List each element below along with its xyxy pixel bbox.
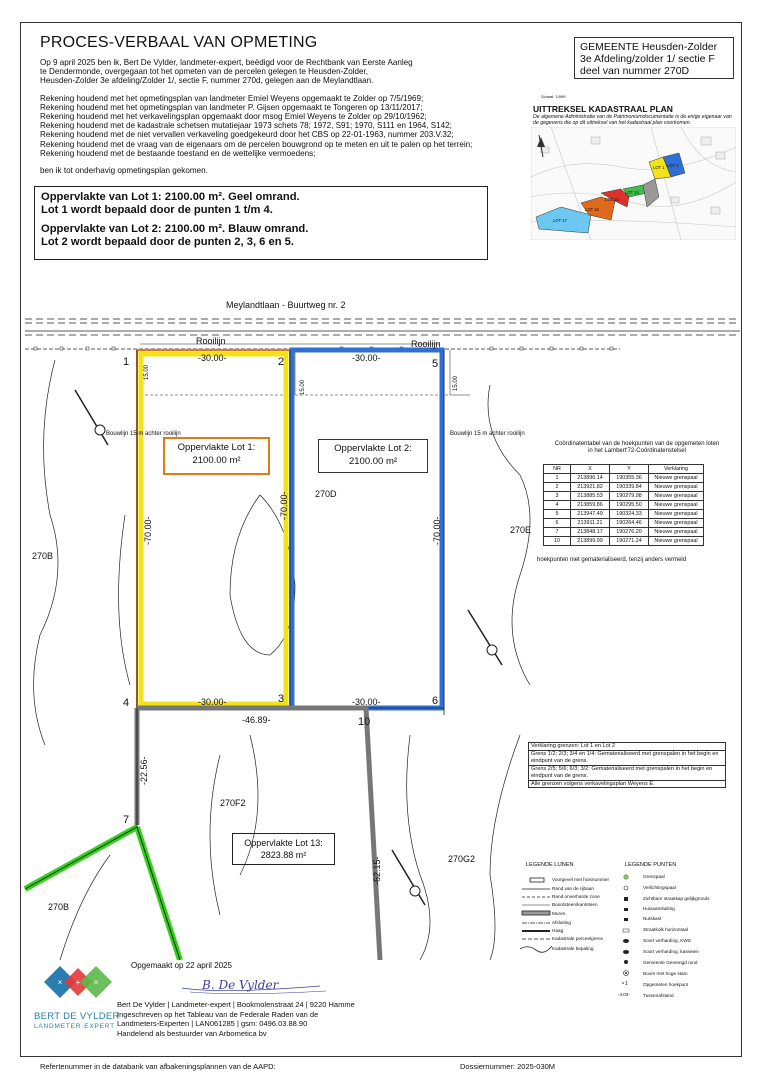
kadaster-lot-label: LOT 16	[585, 207, 599, 212]
kadaster-lot-label: LOT 1	[653, 165, 665, 170]
legende-punten-item: Boom met hoge stam	[643, 971, 688, 976]
coord-cell: 190324.33	[610, 510, 649, 519]
lot2-area-title: Oppervlakte Lot 2:	[334, 443, 412, 454]
surveyor-info-line: Ingeschreven op het Tableau van de Federale Raden van de	[117, 1009, 319, 1019]
svg-text:+: +	[75, 978, 81, 987]
point-label-7: 7	[123, 814, 130, 826]
kadaster-title: UITTREKSEL KADASTRAAL PLAN	[533, 104, 673, 114]
legende-lijnen-item: Muren	[552, 911, 566, 916]
gemeente-line: 3e Afdeling/zolder 1/ sectie F	[580, 53, 715, 65]
table-row	[544, 510, 704, 519]
coord-cell: Nieuwe grenspaal	[649, 492, 704, 501]
verklaring-box	[528, 742, 726, 788]
dim-label: -30.00-	[352, 353, 381, 363]
coord-cell: 213911.21	[571, 519, 610, 528]
parcel-label: 270D	[315, 489, 337, 499]
intro-line: te Dendermonde, overgegaan tot het opmeten van de percelen gelegen te Heusden-Zolder,	[40, 67, 369, 77]
legende-lijnen-item: Rand onverharde zone	[552, 894, 600, 899]
coord-cell: 213921.82	[571, 483, 610, 492]
dim-label: -70.00-	[279, 491, 289, 520]
legende-lijnen-item: Haag	[552, 928, 564, 933]
kadaster-lot-label: LOT 17	[553, 218, 567, 223]
kadaster-map	[531, 127, 736, 240]
lot1-points-line: Lot 1 wordt bepaald door de punten 1 t/m 4.	[41, 203, 273, 216]
coord-cell: 3	[544, 492, 571, 501]
point-label-3: 3	[278, 693, 285, 705]
dim-label: -70.00-	[432, 516, 442, 545]
point-label-6: 6	[432, 695, 439, 707]
lot2-area-line: Oppervlakte van Lot 2: 2100.00 m². Blauw omrand.	[41, 223, 309, 235]
legende-punten-symbols	[618, 872, 640, 1012]
dim-label: -30.00-	[198, 353, 227, 363]
coord-cell: 190276.20	[610, 528, 649, 537]
reference-number-label: Refertenummer in de databank van afbakeningsplannen van de AAPD:	[40, 1062, 276, 1071]
svg-text:×: ×	[93, 978, 99, 987]
coord-cell: 190264.46	[610, 519, 649, 528]
lot13-area-value: 2823.88 m²	[260, 850, 307, 860]
legende-lijnen-item: Kadastrale perceelgrens	[552, 936, 603, 941]
coord-cell: 4	[544, 501, 571, 510]
legende-punten-item: Grenspaal	[643, 874, 665, 879]
legende-lijnen-item: Boordsteen/kantsteen	[552, 902, 598, 907]
dim-label: 15.00	[453, 375, 459, 391]
coord-cell: 213899.99	[571, 537, 610, 546]
parcel-label: 270F2	[220, 798, 246, 808]
kadaster-schaal: Schaal: 1/999	[541, 94, 566, 99]
coord-cell: 1	[544, 474, 571, 483]
verklaring-line: Verklaring grenzen: Lot 1 en Lot 2	[529, 743, 725, 751]
coord-cell: 213896.14	[571, 474, 610, 483]
bouwlijn-label: Bouwlijn 15 m achter rooilijn	[106, 431, 181, 437]
rekening-line: Rekening houdend met het verkavelingsplan opgemaakt door msog Emiel Weyens te Zolder op 29/10/1962;	[40, 112, 427, 122]
coord-cell: 213848.17	[571, 528, 610, 537]
coord-cell: 10	[544, 537, 571, 546]
legende-punten-item: Nutskast	[643, 916, 662, 921]
rekening-line: Rekening houdend met de niet vervallen verkaveling goedgekeurd door het CBS op 22-01-1963, nummer 203.V.32;	[40, 130, 454, 140]
kadaster-lot-label: LOT 2	[667, 163, 679, 168]
bouwlijn-label: Bouwlijn 15 m achter rooilijn	[450, 431, 525, 437]
verklaring-line: Alle grenzen volgens verkavelingsplan Weyens E.	[531, 780, 655, 787]
legende-lijnen-item: Afsluiting	[552, 920, 572, 925]
dim-label: -30.00-	[198, 697, 227, 707]
table-row	[544, 501, 704, 510]
point-label-10: 10	[358, 716, 371, 728]
rekening-line: Rekening houdend met het opmetingsplan van landmeter Emiel Weyens opgemaakt te Zolder op 7/5/1969;	[40, 93, 424, 103]
kadaster-lot-label: LOT 15	[605, 197, 619, 202]
dim-label: -22.56-	[139, 756, 149, 785]
gemeente-box	[574, 37, 734, 79]
point-label-2: 2	[278, 356, 285, 368]
coord-cell: 213947.49	[571, 510, 610, 519]
legende-punten-item: Soort verharding, KWS	[643, 938, 691, 943]
svg-text:B. De Vylder: B. De Vylder	[202, 978, 279, 992]
surveyor-info-line: Handelend als bestuurder van Arbometica bv	[117, 1028, 267, 1038]
legende-lijnen-item: Voorgevel met huisnummer	[552, 877, 610, 882]
coord-cell: 6	[544, 519, 571, 528]
legende-punten-item: Verlichtingspaal	[643, 885, 676, 890]
coord-cell: 213885.53	[571, 492, 610, 501]
coord-cell: 190355.36	[610, 474, 649, 483]
coord-cell: 190271.24	[610, 537, 649, 546]
intro-line: Heusden-Zolder 3e afdeling/Zolder 1/, sectie F, nummer 270d, gelegen aan de Meylandtlaan.	[40, 76, 374, 86]
legende-punten-item: Soort verharding, kasseien	[643, 949, 699, 954]
coord-cell: 7	[544, 528, 571, 537]
parcel-label: 270G2	[448, 854, 476, 864]
coord-header: Verklaring	[649, 465, 704, 474]
dim-label: 15.00	[144, 364, 150, 380]
legende-punten-item: Zichtbare straatkap gelijkgronds	[643, 896, 710, 901]
rekening-line: Rekening houdend met het opmetingsplan van landmeter P. Gijsen opgemaakt te Tongeren op 13/11/2017;	[40, 102, 423, 112]
svg-text:×: ×	[57, 978, 63, 987]
table-row	[544, 492, 704, 501]
rekening-line: Rekening houdend met de kadastrale schetsen mutatiejaar 1973 schets 78; 1972, S91; 1970, S111 en 1964, S142;	[40, 121, 452, 131]
surveyor-info	[117, 1000, 427, 1038]
signature	[180, 974, 330, 996]
lot2-area-value: 2100.00 m²	[348, 456, 398, 467]
coord-header: NR	[544, 465, 571, 474]
coord-cell: Nieuwe grenspaal	[649, 483, 704, 492]
lot2-points-line: Lot 2 wordt bepaald door de punten 2, 3, 6 en 5.	[41, 235, 294, 248]
coord-header: X	[571, 465, 610, 474]
surveyor-info-line: Landmeters-Experten | LAN061285 | gsm: 0496.03.88.90	[117, 1019, 308, 1029]
table-row	[544, 519, 704, 528]
surveyor-info-line: Bert De Vylder | Landmeter-expert | Bookmolenstraat 24 | 9220 Hamme	[117, 1000, 355, 1009]
coord-cell: Nieuwe grenspaal	[649, 474, 704, 483]
gemeente-line: deel van nummer 270D	[580, 65, 690, 77]
legende-punten-item: Tussenafstand	[643, 993, 674, 998]
coord-cell: Nieuwe grenspaal	[649, 501, 704, 510]
legende-lijnen-title: LEGENDE LIJNEN	[526, 862, 574, 868]
legende-punten-item: Gemeente Gemengd rond	[643, 960, 698, 965]
table-row	[544, 483, 704, 492]
closing-line: ben ik tot onderhavig opmetingsplan gekomen.	[40, 166, 208, 176]
lot1-area-value: 2100.00 m²	[192, 455, 241, 466]
logo-name: BERT DE VYLDER	[34, 1011, 120, 1022]
parcel-label: 270B	[32, 551, 54, 561]
rekening-line: Rekening houdend met de vraag van de eigenaars om de percelen bouwgrond op te meten en uit te palen op het terrein;	[40, 139, 473, 149]
rekening-line: Rekening houdend met de bestaande toestand en de wettelijke vermoedens;	[40, 148, 316, 158]
coord-header: Y	[610, 465, 649, 474]
legende-symbol-1: 1	[625, 981, 628, 987]
lot13-area-label	[232, 833, 335, 865]
dim-label: -70.00-	[143, 516, 153, 545]
dim-label: -30.00-	[352, 697, 381, 707]
point-label-1: 1	[123, 356, 130, 368]
kadaster-subtitle: De algemene Administratie van de Patrimoniumdocumentatie is de enige eigenaar van de gegevens die op dit uittreksel van het kadastraal plan voorkomen.	[533, 114, 732, 126]
coord-cell: 190339.84	[610, 483, 649, 492]
coord-cell: 190279.98	[610, 492, 649, 501]
intro-text	[40, 58, 510, 175]
coord-table-note: hoekpunten niet gematerialiseerd, tenzij anders vermeld	[537, 557, 687, 563]
gemeente-line: GEMEENTE Heusden-Zolder	[580, 41, 718, 53]
coord-header-row	[544, 465, 704, 474]
rooilijn-label: Rooilijn	[411, 339, 441, 349]
coord-title-line: in het Lambert'72-Coördinatenstelsel	[588, 448, 686, 454]
lot2-area-label	[318, 439, 428, 473]
point-label-5: 5	[432, 358, 439, 370]
point-label-4: 4	[123, 697, 130, 709]
parcel-label: 270B	[48, 902, 70, 912]
coord-cell: Nieuwe grenspaal	[649, 537, 704, 546]
lot1-area-line: Oppervlakte van Lot 1: 2100.00 m². Geel omrand.	[41, 191, 300, 203]
coord-title-line: Coördinatentabel van de hoekpunten van de opgemeten loten	[554, 441, 720, 447]
coord-cell: Nieuwe grenspaal	[649, 519, 704, 528]
logo-subtitle: LANDMETER·EXPERT	[34, 1023, 115, 1030]
lot1-area-title: Oppervlakte Lot 1:	[177, 442, 256, 453]
coord-cell: 2	[544, 483, 571, 492]
coord-cell: Nieuwe grenspaal	[649, 528, 704, 537]
area-summary-box	[34, 186, 488, 260]
dossier-number: Dossiernummer: 2025-030M	[460, 1062, 556, 1071]
lot1-area-label	[163, 437, 270, 475]
legende-symbol-tussenafstand: -4.03-	[618, 992, 630, 997]
legende-punten-item: Huisaansluiting	[643, 906, 675, 911]
table-row	[544, 474, 704, 483]
legende-lijnen-item: Kadastrale bepaling	[552, 946, 594, 951]
legende-punten-item: Opgemeten hoekpunt	[643, 982, 689, 987]
lot13-area-title: Oppervlakte Lot 13:	[244, 838, 323, 848]
coord-table	[543, 464, 704, 546]
coord-cell: Nieuwe grenspaal	[649, 510, 704, 519]
dim-label: 15.00	[300, 379, 306, 395]
parcel-label: 270E	[510, 525, 532, 535]
verklaring-line: Grens 2/5; 5/6; 6/3; 3/2: Gematerialiseerd met grenspalen in het begin en eindpunt van de grens.	[529, 766, 725, 781]
legende-lijnen-item: Rand van de rijbaan	[552, 886, 594, 891]
table-row	[544, 528, 704, 537]
dim-label: -62.15-	[372, 856, 382, 885]
coord-cell: 5	[544, 510, 571, 519]
legende-punten-item: Straatkolk horizontaal	[643, 927, 689, 932]
dim-label: -46.89-	[242, 715, 271, 725]
opgemaakt-date: Opgemaakt op 22 april 2025	[131, 961, 232, 970]
company-logo	[40, 962, 116, 1010]
kadaster-lot-label: LOT 14	[625, 190, 639, 195]
coord-cell: 190295.50	[610, 501, 649, 510]
intro-line: Op 9 april 2025 ben ik, Bert De Vylder, landmeter-expert, beëdigd voor de Rechtbank van Eerste Aanleg	[40, 58, 413, 67]
coord-cell: 213859.86	[571, 501, 610, 510]
table-row	[544, 537, 704, 546]
rooilijn-label: Rooilijn	[196, 336, 226, 346]
verklaring-line: Grens 1/2; 2/3; 3/4 en 1/4: Gematerialiseerd met grenspalen in het begin en eindpunt van de grens.	[529, 751, 725, 766]
legende-punten-title: LEGENDE PUNTEN	[625, 862, 677, 868]
street-label: Meylandtlaan - Buurtweg nr. 2	[226, 300, 346, 310]
page-title: PROCES-VERBAAL VAN OPMETING	[40, 34, 318, 51]
coord-table-title	[537, 441, 737, 455]
